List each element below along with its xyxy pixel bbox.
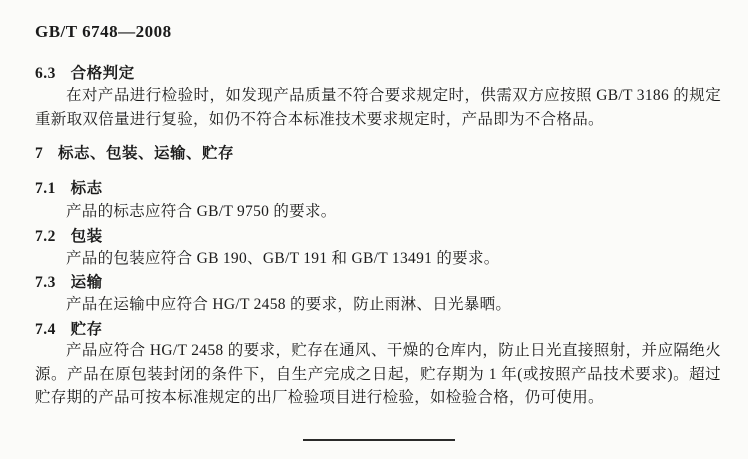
chapter-number: 7 (35, 145, 44, 162)
section-title: 合格判定 (70, 65, 135, 82)
section-title: 标志 (70, 180, 103, 197)
section-7-1-body: 产品的标志应符合 GB/T 9750 的要求。 (66, 203, 337, 220)
section-number: 7.4 (35, 321, 56, 338)
section-7-2-body: 产品的包装应符合 GB 190、GB/T 191 和 GB/T 13491 的要求。 (66, 250, 500, 267)
section-title: 运输 (70, 274, 103, 291)
section-7-4-body: 产品应符合 HG/T 2458 的要求，贮存在通风、干燥的仓库内，防止日光直接照射，并应隔绝火源。产品在原包装封闭的条件下，自生产完成之日起，贮存期为 1 年(或按照产品技术要求)。超过贮存期的产品可按本标准规定的出厂检验项目进行检验，如检验合格，仍可使用。 (35, 342, 721, 406)
chapter-heading-7 (35, 141, 234, 163)
section-heading-7-4 (35, 317, 103, 339)
section-heading-7-2 (35, 224, 103, 246)
section-7-3-body: 产品在运输中应符合 HG/T 2458 的要求，防止雨淋、日光暴晒。 (66, 296, 512, 313)
section-number: 7.1 (35, 180, 56, 197)
section-heading-7-3 (35, 270, 103, 292)
section-number: 7.2 (35, 228, 56, 245)
section-6-3-body: 在对产品进行检验时，如发现产品质量不符合要求规定时，供需双方应按照 GB/T 3186 的规定重新取双倍量进行复验，如仍不符合本标准技术要求规定时，产品即为不合格品。 (35, 87, 721, 128)
section-heading-7-1 (35, 176, 103, 198)
chapter-title: 标志、包装、运输、贮存 (57, 145, 234, 162)
section-number: 6.3 (35, 65, 56, 82)
section-number: 7.3 (35, 274, 56, 291)
section-title: 贮存 (70, 321, 103, 338)
standard-number-header: GB/T 6748—2008 (35, 22, 172, 41)
section-heading-6-3 (35, 61, 135, 83)
footer-divider-rule (303, 439, 455, 441)
section-title: 包装 (70, 228, 103, 245)
